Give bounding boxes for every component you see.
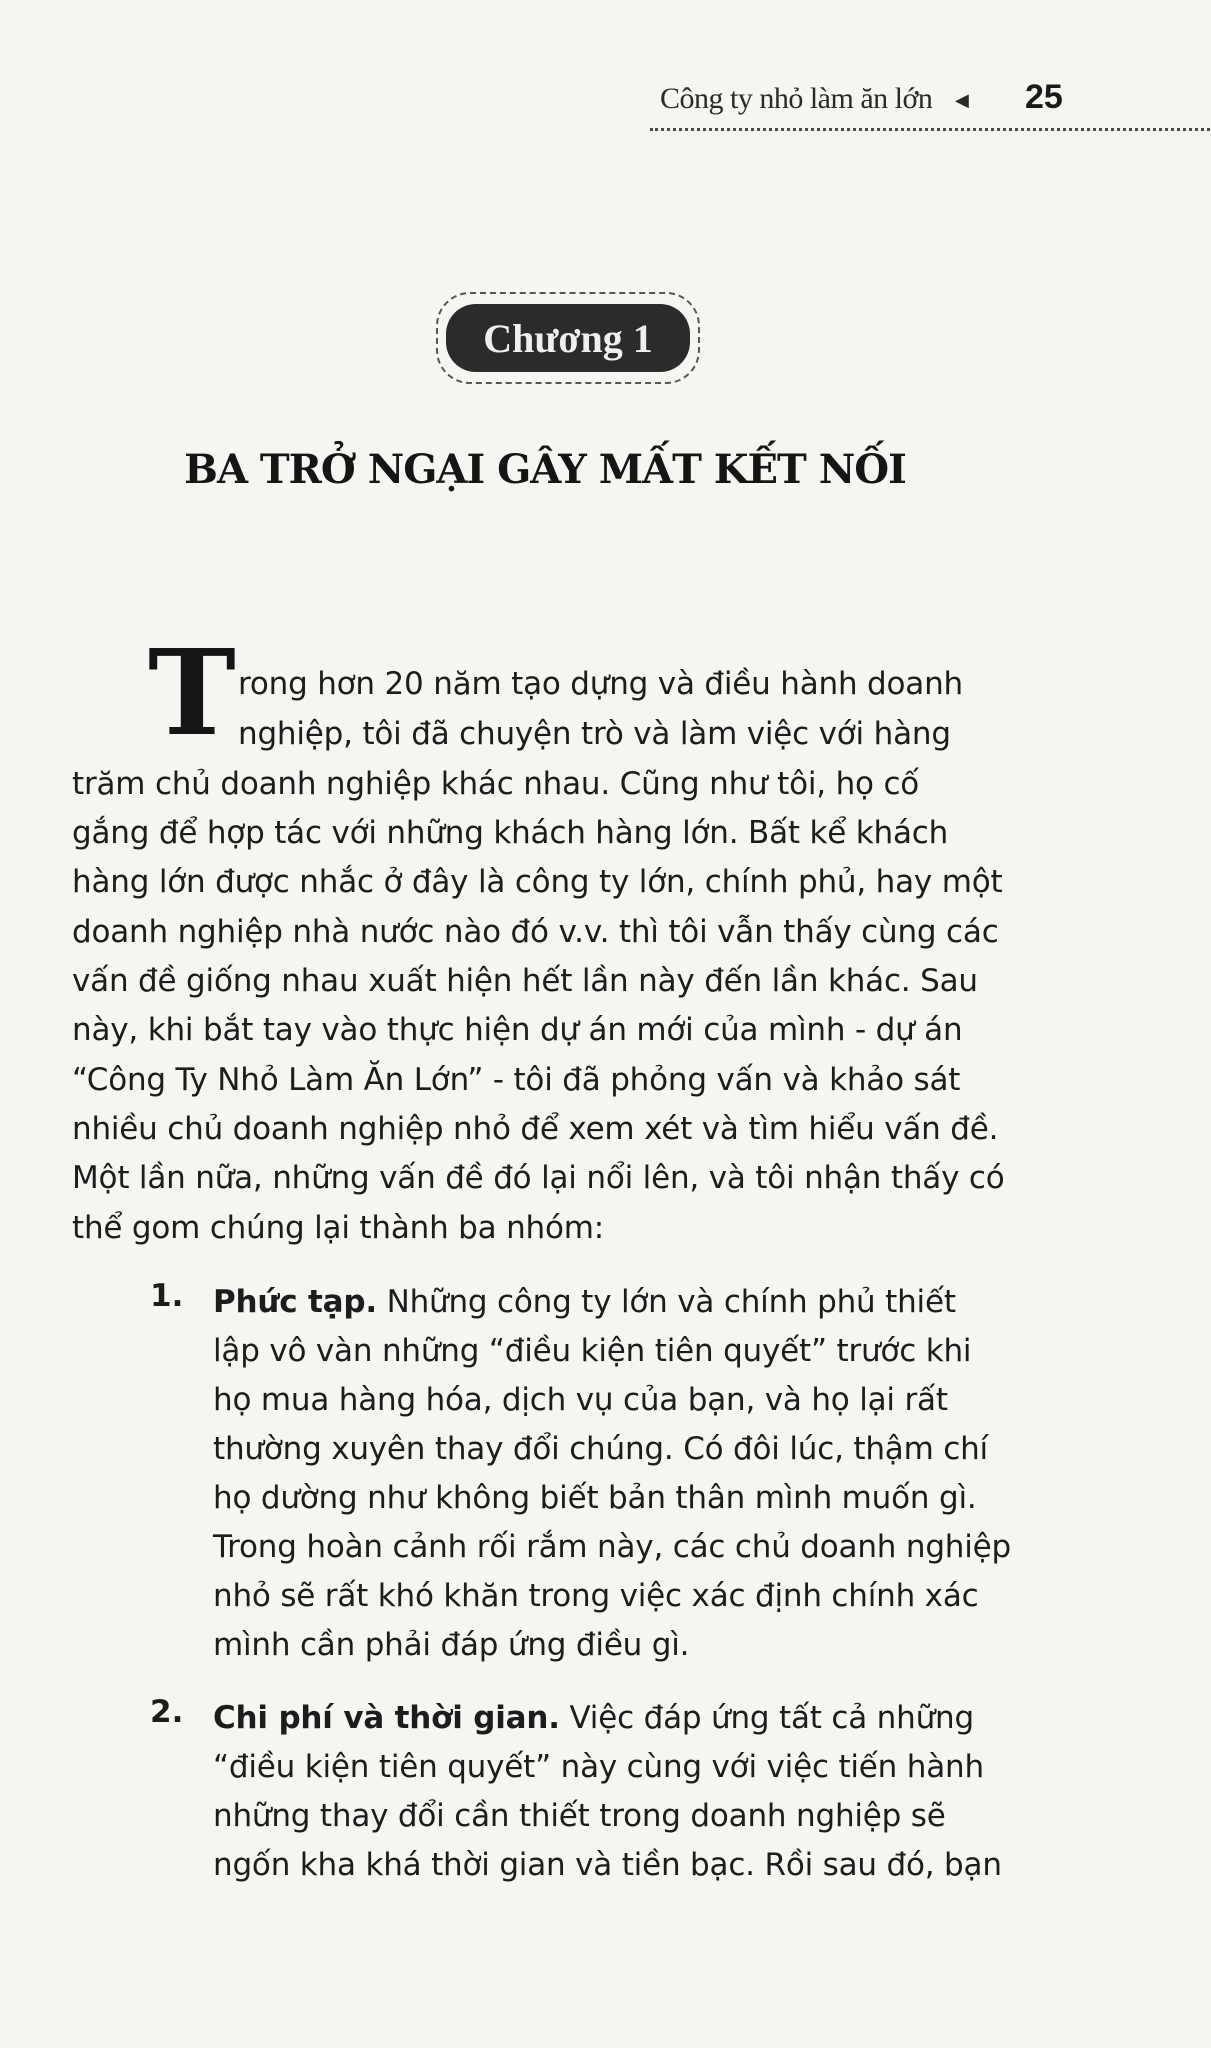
list-text: Việc đáp ứng tất cả những: [559, 1700, 974, 1736]
paragraph-line: này, khi bắt tay vào thực hiện dự án mới của mình - dự án: [72, 1012, 963, 1048]
paragraph-line: Một lần nữa, những vấn đề đó lại nổi lên, và tôi nhận thấy có: [72, 1160, 1005, 1196]
page-number: 25: [1025, 78, 1063, 116]
paragraph-line: vấn đề giống nhau xuất hiện hết lần này đến lần khác. Sau: [72, 963, 978, 999]
paragraph-line: gắng để hợp tác với những khách hàng lớn. Bất kể khách: [72, 815, 949, 851]
list-item-line: thường xuyên thay đổi chúng. Có đôi lúc, thậm chí: [213, 1431, 988, 1467]
list-item-line: lập vô vàn những “điều kiện tiên quyết” trước khi: [213, 1333, 972, 1369]
paragraph-line: trăm chủ doanh nghiệp khác nhau. Cũng như tôi, họ cố: [72, 766, 920, 802]
running-title: Công ty nhỏ làm ăn lớn: [660, 82, 933, 115]
list-number: 1.: [150, 1278, 184, 1314]
paragraph-line: doanh nghiệp nhà nước nào đó v.v. thì tôi vẫn thấy cùng các: [72, 914, 999, 950]
list-text: Những công ty lớn và chính phủ thiết: [376, 1284, 956, 1320]
list-item-line: nhỏ sẽ rất khó khăn trong việc xác định chính xác: [213, 1578, 979, 1614]
header-divider: [650, 128, 1210, 131]
list-item-line: họ mua hàng hóa, dịch vụ của bạn, và họ lại rất: [213, 1382, 948, 1418]
chapter-badge: [446, 304, 690, 372]
paragraph-line: thể gom chúng lại thành ba nhóm:: [72, 1210, 604, 1246]
paragraph-line: hàng lớn được nhắc ở đây là công ty lớn, chính phủ, hay một: [72, 864, 1003, 900]
list-item-line: mình cần phải đáp ứng điều gì.: [213, 1627, 690, 1663]
paragraph-line: rong hơn 20 năm tạo dựng và điều hành doanh: [238, 666, 963, 702]
chapter-badge-frame: [436, 292, 700, 384]
list-term: Chi phí và thời gian.: [213, 1700, 560, 1736]
list-number: 2.: [150, 1694, 184, 1730]
list-item-line: ngốn kha khá thời gian và tiền bạc. Rồi sau đó, bạn: [213, 1847, 1002, 1883]
list-item-line: “điều kiện tiên quyết” này cùng với việc tiến hành: [213, 1749, 984, 1785]
arrow-left-icon: ◀︎: [955, 90, 969, 111]
chapter-title: BA TRỞ NGẠI GÂY MẤT KẾT NỐI: [184, 446, 906, 493]
list-item-line: họ dường như không biết bản thân mình muốn gì.: [213, 1480, 977, 1516]
paragraph-line: “Công Ty Nhỏ Làm Ăn Lớn” - tôi đã phỏng vấn và khảo sát: [72, 1062, 961, 1098]
list-item-line: những thay đổi cần thiết trong doanh nghiệp sẽ: [213, 1798, 946, 1834]
drop-cap: T: [148, 623, 236, 762]
list-term: Phức tạp.: [213, 1284, 377, 1320]
list-item-line: Trong hoàn cảnh rối rắm này, các chủ doanh nghiệp: [213, 1529, 1012, 1565]
paragraph-line: nghiệp, tôi đã chuyện trò và làm việc với hàng: [238, 716, 951, 752]
chapter-label: Chương 1: [483, 315, 653, 361]
list-item-line: [213, 1694, 1063, 1743]
paragraph-line: nhiều chủ doanh nghiệp nhỏ để xem xét và tìm hiểu vấn đề.: [72, 1111, 999, 1147]
list-item-line: [213, 1278, 1063, 1327]
running-header: [650, 76, 1210, 136]
